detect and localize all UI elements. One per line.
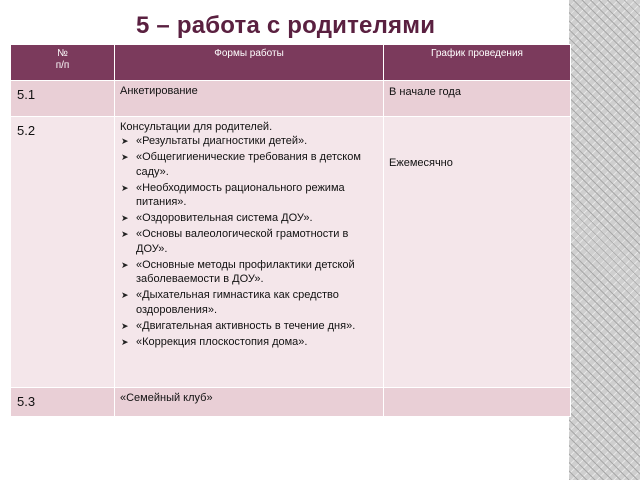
consultation-list xyxy=(120,134,379,349)
header-forms: Формы работы xyxy=(115,45,384,81)
header-number xyxy=(11,45,115,81)
row-schedule xyxy=(384,388,571,417)
list-item: ➤ «Результаты диагностики детей». xyxy=(121,135,308,147)
header-number-line1: № xyxy=(57,48,68,59)
list-item: ➤ «Двигательная активность в течение дня». xyxy=(121,319,356,332)
row-form: «Семейный клуб» xyxy=(115,388,384,417)
header-schedule: График проведения xyxy=(384,45,571,81)
row-form: Анкетирование xyxy=(115,81,384,117)
row-schedule: Ежемесячно xyxy=(384,117,571,388)
page-title: 5 – работа с родителями xyxy=(136,12,436,39)
row-schedule: В начале года xyxy=(384,81,571,117)
row-number: 5.1 xyxy=(11,81,115,117)
row-form xyxy=(115,117,384,388)
arrowhead-bullet-icon: ➤ xyxy=(121,229,129,239)
row-number: 5.3 xyxy=(11,388,115,417)
list-item: ➤ «Общегигиенические требования в детском саду». xyxy=(121,151,361,178)
table-row xyxy=(11,81,571,117)
list-item: ➤ «Основные методы профилактики детской заболеваемости в ДОУ». xyxy=(121,258,355,285)
consultations-heading: Консультации для родителей. xyxy=(120,121,273,133)
list-item: ➤ «Необходимость рационального режима питания». xyxy=(121,181,345,208)
decorative-pattern-strip xyxy=(569,0,640,480)
arrowhead-bullet-icon: ➤ xyxy=(121,136,129,146)
arrowhead-bullet-icon: ➤ xyxy=(121,259,129,270)
list-item: ➤ «Дыхательная гимнастика как средство оздоровления». xyxy=(121,289,339,316)
arrowhead-bullet-icon: ➤ xyxy=(121,152,129,162)
arrowhead-bullet-icon: ➤ xyxy=(121,182,129,193)
table-header-row xyxy=(11,45,571,81)
row-number: 5.2 xyxy=(11,117,115,388)
list-item: ➤ «Коррекция плоскостопия дома». xyxy=(121,335,308,348)
arrowhead-bullet-icon: ➤ xyxy=(121,336,129,347)
list-item: ➤ «Основы валеологической грамотности в ДОУ». xyxy=(121,228,349,255)
arrowhead-bullet-icon: ➤ xyxy=(121,213,129,223)
arrowhead-bullet-icon: ➤ xyxy=(121,320,129,331)
arrowhead-bullet-icon: ➤ xyxy=(121,290,129,300)
list-item: ➤ «Оздоровительная система ДОУ». xyxy=(121,212,313,224)
work-with-parents-table xyxy=(10,44,571,417)
table-row xyxy=(11,117,571,388)
header-number-line2: п/п xyxy=(55,60,70,71)
table-row xyxy=(11,388,571,417)
